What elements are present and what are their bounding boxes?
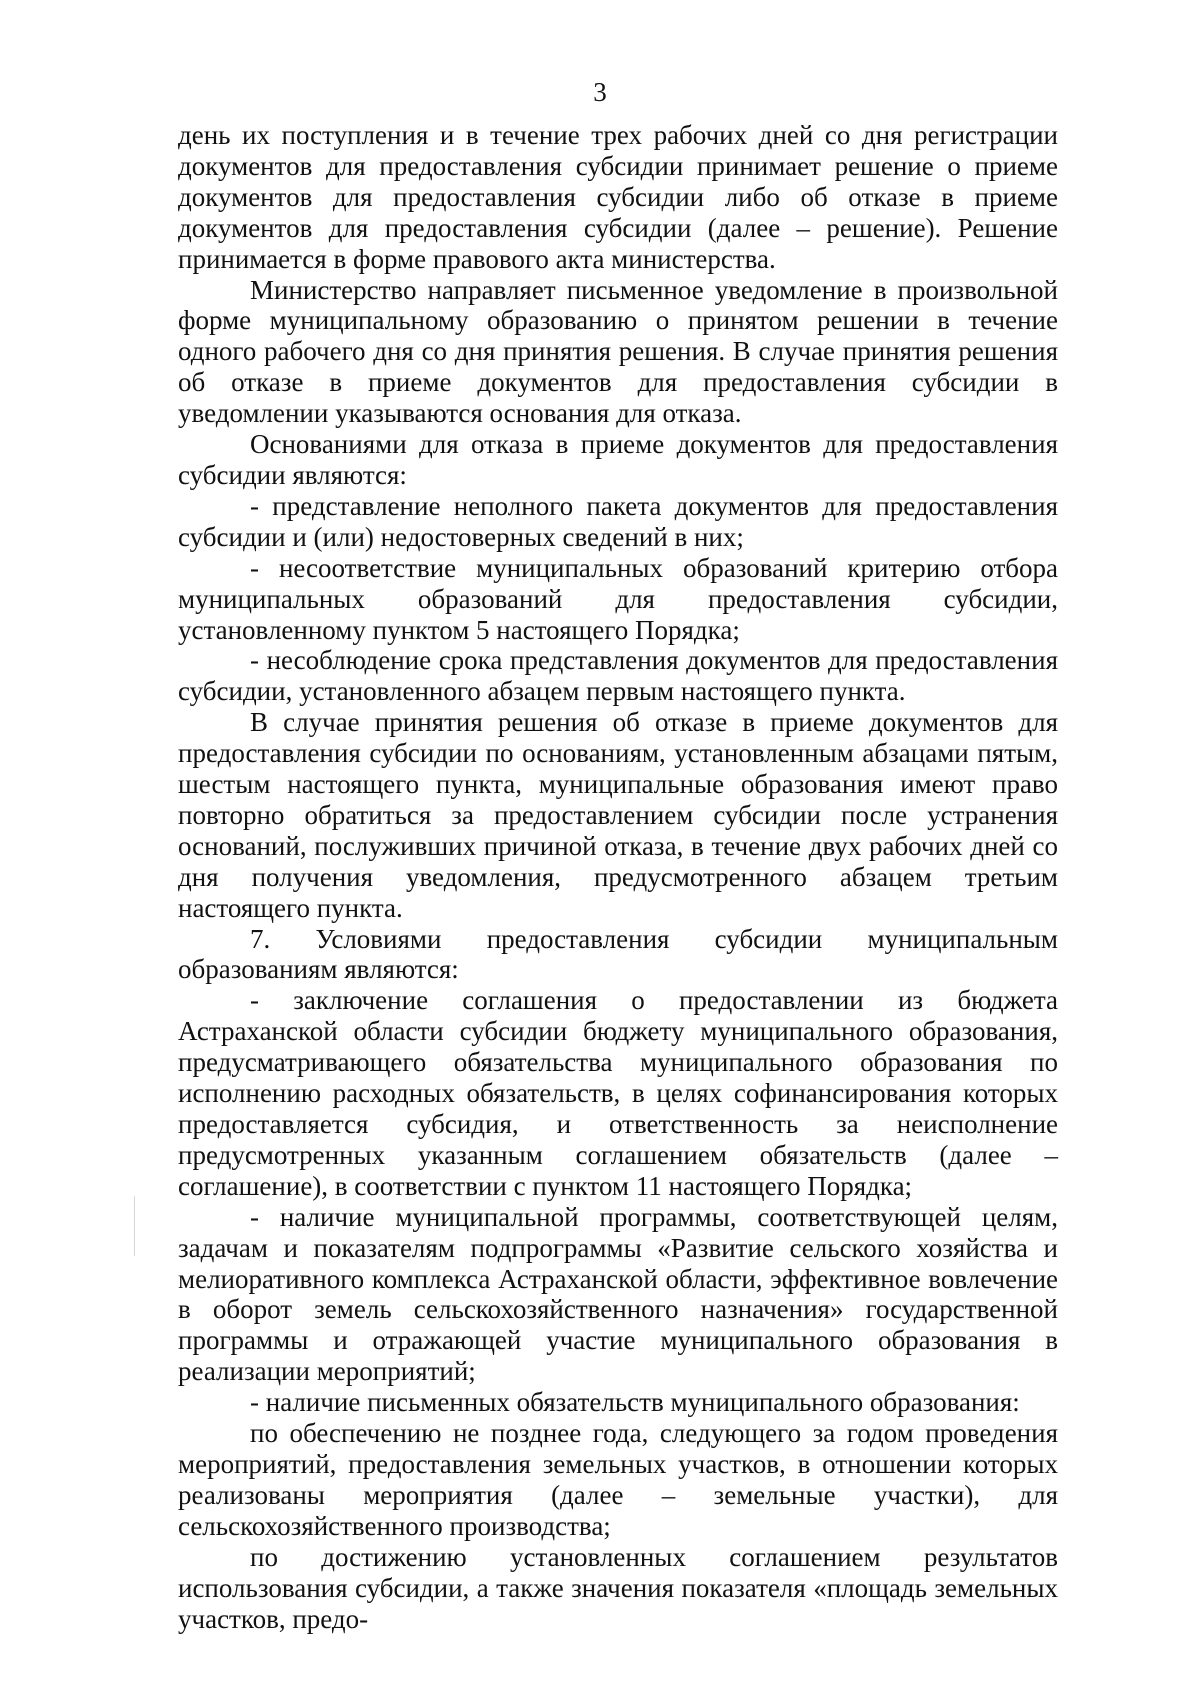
list-item-deadline-violation: - несоблюдение срока представления документов для предоставления субсидии, установленного абзацем первым настоящего пункта. [178, 645, 1058, 707]
paragraph-continuation: день их поступления и в течение трех рабочих дней со дня регистрации документов для предоставления субсидии принимает решение о приеме документов для предоставления субсидии либо об отказе в приеме документов для предоставления субсидии (далее – решение). Решение принимается в форме правового акта министерства. [178, 120, 1058, 274]
list-item-written-obligations: - наличие письменных обязательств муниципального образования: [250, 1387, 1020, 1418]
document-body [178, 120, 1058, 1634]
paragraph-notification: Министерство направляет письменное уведомление в произвольной форме муниципальному образованию о принятом решении в течение одного рабочего дня со дня принятия решения. В случае принятия решения об отказе в приеме документов для предоставления субсидии в уведомлении указываются основания для отказа. [178, 274, 1058, 429]
list-item-criteria-mismatch: - несоответствие муниципальных образований критерию отбора муниципальных образований для предоставления субсидии, установленному пунктом 5 настоящего Порядка; [178, 552, 1058, 645]
page-number: 3 [593, 77, 607, 107]
list-item-incomplete-package: - представление неполного пакета документов для предоставления субсидии и (или) недостоверных сведений в них; [178, 490, 1058, 552]
paragraph-refusal-grounds: Основаниями для отказа в приеме документов для предоставления субсидии являются: [178, 429, 1058, 490]
paragraph-results-achievement: по достижению установленных соглашением результатов использования субсидии, а также значения показателя «площадь земельных участков, предо- [178, 1541, 1058, 1634]
scan-margin-mark [134, 1196, 135, 1256]
paragraph-land-provision: по обеспечению не позднее года, следующего за годом проведения мероприятий, предоставления земельных участков, в отношении которых реализованы мероприятия (далее – земельные участки), для сельскохозяйственного производства; [178, 1418, 1058, 1541]
list-item-municipal-program: - наличие муниципальной программы, соответствующей целям, задачам и показателям подпрограммы «Развитие сельского хозяйства и мелиоративного комплекса Астраханской области, эффективное вовлечение в оборот земель сельскохозяйственного назначения» государственной программы и отражающей участие муниципального образования в реализации мероприятий; [178, 1201, 1058, 1387]
paragraph-repeat-application: В случае принятия решения об отказе в приеме документов для предоставления субсидии по основаниям, установленным абзацами пятым, шестым настоящего пункта, муниципальные образования имеют право повторно обратиться за предоставлением субсидии после устранения оснований, послуживших причиной отказа, в течение двух рабочих дней со дня получения уведомления, предусмотренного абзацем третьим настоящего пункта. [178, 707, 1058, 923]
paragraph-clause-7: 7. Условиями предоставления субсидии муниципальным образованиям являются: [178, 923, 1058, 985]
list-item-agreement: - заключение соглашения о предоставлении из бюджета Астраханской области субсидии бюджету муниципального образования, предусматривающего обязательства муниципального образования по исполнению расходных обязательств, в целях софинансирования которых предоставляется субсидия, и ответственность за неисполнение предусмотренных указанным соглашением обязательств (далее – соглашение), в соответствии с пунктом 11 настоящего Порядка; [178, 985, 1058, 1201]
